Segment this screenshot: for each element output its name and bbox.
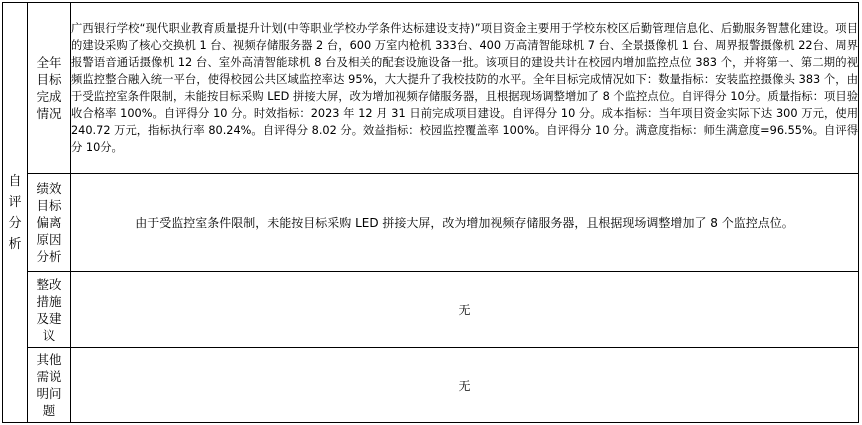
deviation-reason-label: 绩效 目标 偏离 原因 分析 bbox=[28, 174, 71, 272]
rectification-label: 整改 措施 及建 议 bbox=[28, 272, 71, 348]
other-issues-label: 其他 需说 明问 题 bbox=[28, 348, 71, 423]
rectification-content: 无 bbox=[71, 272, 859, 348]
self-evaluation-side-label bbox=[3, 3, 28, 423]
side-char: 自 bbox=[8, 173, 22, 189]
self-evaluation-table bbox=[2, 2, 859, 423]
side-char: 分 bbox=[8, 215, 22, 231]
side-char: 评 bbox=[8, 194, 22, 210]
side-char: 析 bbox=[8, 236, 22, 252]
annual-goal-label: 全年 目标 完成 情况 bbox=[28, 3, 71, 174]
annual-goal-content: 广西银行学校“现代职业教育质量提升计划(中等职业学校办学条件达标建设支持)”项目资金主要用于学校东校区后勤管理信息化、后勤服务智慧化建设。项目的建设采购了核心交换机 1 台、视频存储服务器 2 台，600 万室内枪机 333台、400 万高清智能球机 7 台、全景摄像机 1 台、周界报警摄像机 22台、周界报警语音通话摄像机 12 台、室外高清智能球机 8 台及相关的配套设施设备一批。该项目的建设共计在校园内增加监控点位 383 个，并将第一、第二期的视频监控整合融入统一平台，使得校园公共区域监控率达 95%，大大提升了我校技防的水平。全年目标完成情况如下：数量指标：安装监控摄像头 383 个，由于受监控室条件限制，未能按目标采购 LED 拼接大屏，改为增加视频存储服务器，且根据现场调整增加了 8 个监控点位。自评得分 10分。质量指标：项目验收合格率 100%。自评得分 10 分。时效指标：2023 年 12 月 31 日前完成项目建设。自评得分 10 分。成本指标：当年项目资金实际下达 300 万元，使用 240.72 万元，指标执行率 80.24%。自评得分 8.02 分。效益指标：校园监控覆盖率 100%。自评得分 10 分。满意度指标：师生满意度=96.55%。自评得分 10分。 bbox=[71, 3, 859, 174]
deviation-reason-content: 由于受监控室条件限制，未能按目标采购 LED 拼接大屏，改为增加视频存储服务器，且根据现场调整增加了 8 个监控点位。 bbox=[71, 174, 859, 272]
other-issues-content: 无 bbox=[71, 348, 859, 423]
